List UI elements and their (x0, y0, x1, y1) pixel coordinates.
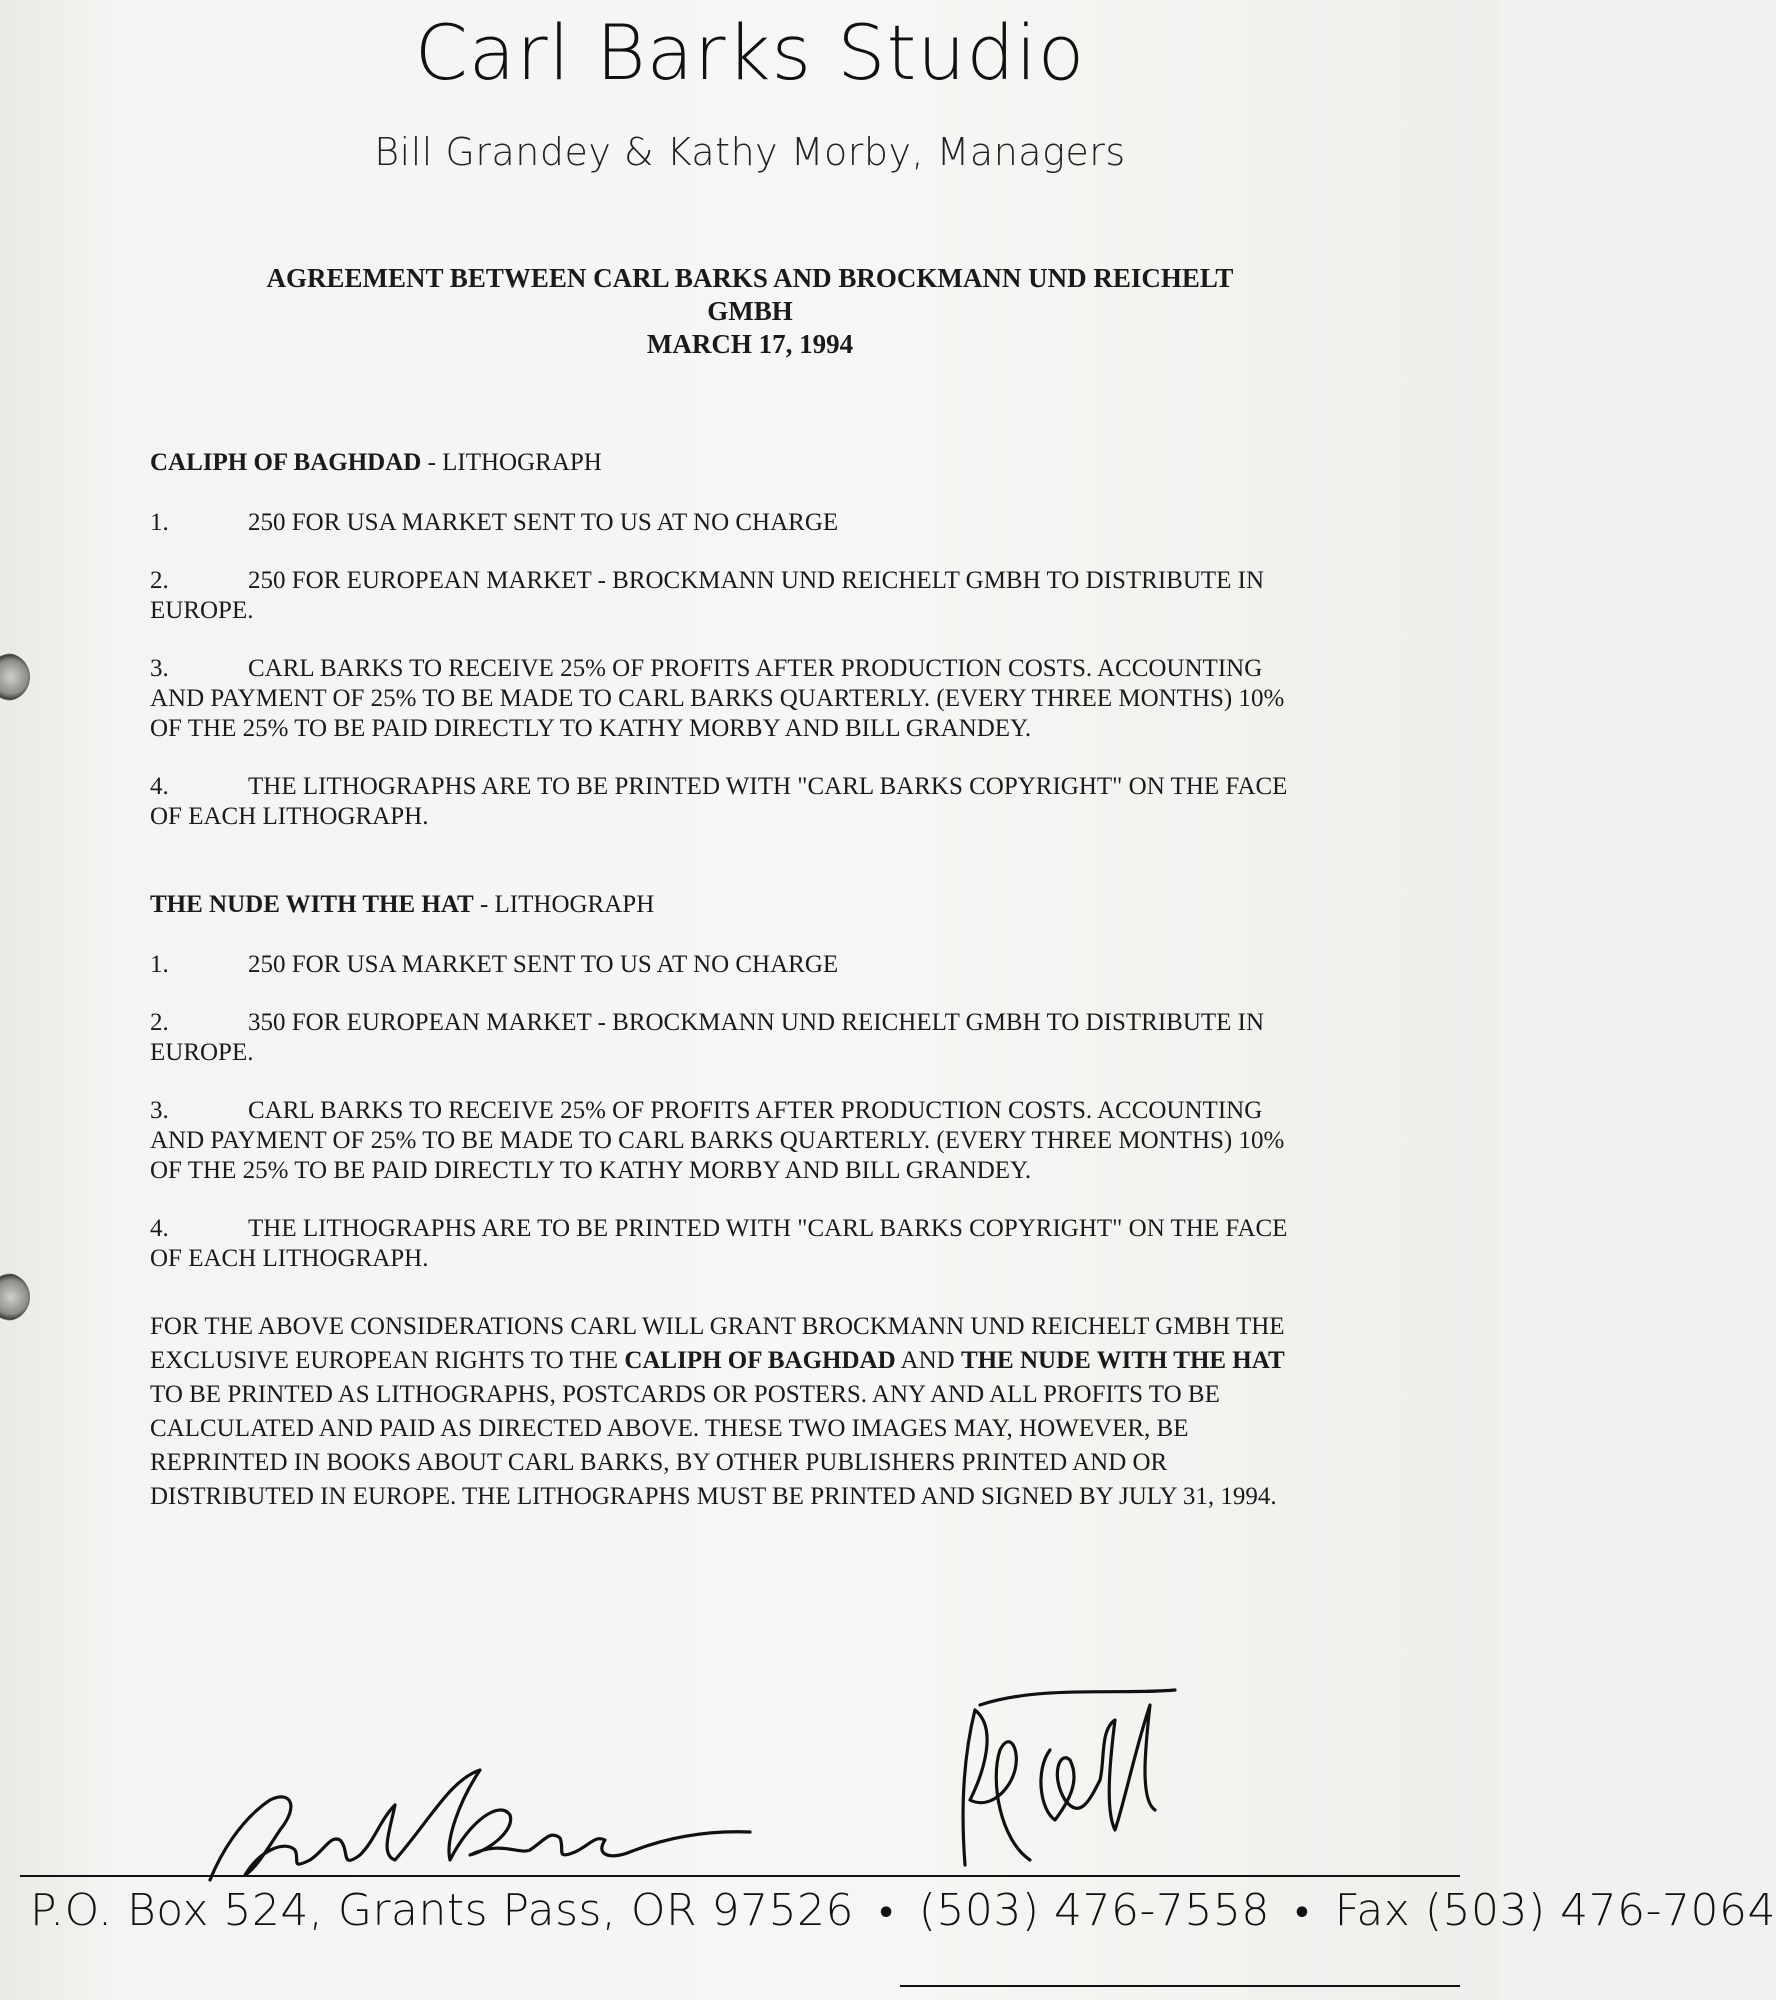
list-item (150, 508, 1310, 538)
item-number: 3. (150, 1097, 169, 1124)
list-item (150, 1096, 1310, 1186)
section-title: CALIPH OF BAGHDAD (150, 449, 422, 476)
footer-divider (20, 1875, 1460, 1877)
item-text: 250 FOR USA MARKET SENT TO US AT NO CHARGE (248, 509, 839, 536)
item-number: 2. (150, 567, 169, 594)
reichelt-signature (940, 1690, 1200, 1880)
agreement-title (0, 262, 1500, 361)
list-item (150, 654, 1310, 744)
item-text: 350 FOR EUROPEAN MARKET - BROCKMANN UND REICHELT GMBH TO DISTRIBUTE IN EUROPE. (150, 1009, 1265, 1066)
section-title: THE NUDE WITH THE HAT (150, 891, 474, 918)
considerations-text: TO BE PRINTED AS LITHOGRAPHS, POSTCARDS OR POSTERS. ANY AND ALL PROFITS TO BE CALCULATED AND PAID AS DIRECTED ABOVE. THESE TWO IMAGES MAY, HOWEVER, BE REPRINTED IN BOOKS ABOUT CARL BARKS, BY OTHER PUBLISHERS PRINTED AND OR DISTRIBUTED IN EUROPE. THE LITHOGRAPHS MUST BE PRINTED AND SIGNED BY JULY 31, 1994. (150, 1381, 1277, 1510)
letterhead-studio-name: Carl Barks Studio (414, 8, 1086, 97)
section-heading (150, 890, 1310, 920)
item-text: CARL BARKS TO RECEIVE 25% OF PROFITS AFTER PRODUCTION COSTS. ACCOUNTING AND PAYMENT OF 25% TO BE MADE TO CARL BARKS QUARTERLY. (EVERY THREE MONTHS) 10% OF THE 25% TO BE PAID DIRECTLY TO KATHY MORBY AND BILL GRANDEY. (150, 655, 1285, 742)
bullet-separator: • (876, 1895, 897, 1931)
letterhead-managers: Bill Grandey & Kathy Morby, Managers (374, 130, 1126, 174)
item-text: CARL BARKS TO RECEIVE 25% OF PROFITS AFTER PRODUCTION COSTS. ACCOUNTING AND PAYMENT OF 25% TO BE MADE TO CARL BARKS QUARTERLY. (EVERY THREE MONTHS) 10% OF THE 25% TO BE PAID DIRECTLY TO KATHY MORBY AND BILL GRANDEY. (150, 1097, 1285, 1184)
title-date: MARCH 17, 1994 (646, 329, 854, 359)
list-item (150, 566, 1310, 626)
list-item (150, 1214, 1310, 1274)
footer-fax: Fax (503) 476-7064 (1334, 1885, 1776, 1936)
section-suffix: - LITHOGRAPH (427, 449, 602, 476)
item-text: 250 FOR EUROPEAN MARKET - BROCKMANN UND REICHELT GMBH TO DISTRIBUTE IN EUROPE. (150, 567, 1265, 624)
item-number: 4. (150, 773, 169, 800)
list-item (150, 772, 1310, 832)
bullet-separator: • (1292, 1895, 1313, 1931)
carl-barks-signature (200, 1760, 760, 1890)
list-item (150, 1008, 1310, 1068)
letterhead-footer (30, 1885, 1776, 1936)
footer-bottom-rule (900, 1985, 1460, 1987)
section-suffix: - LITHOGRAPH (479, 891, 655, 918)
footer-address: P.O. Box 524, Grants Pass, OR 97526 (30, 1885, 855, 1936)
item-number: 3. (150, 655, 169, 682)
footer-phone: (503) 476-7558 (918, 1885, 1270, 1936)
considerations-text: FOR THE ABOVE CONSIDERATIONS CARL WILL GRANT BROCKMANN UND REICHELT GMBH THE EXCLUSIVE EUROPEAN RIGHTS TO THE (150, 1313, 1285, 1374)
agreement-body (150, 448, 1310, 1539)
item-text: THE LITHOGRAPHS ARE TO BE PRINTED WITH "CARL BARKS COPYRIGHT" ON THE FACE OF EACH LITHOGRAPH. (150, 1215, 1288, 1272)
title-line-1: AGREEMENT BETWEEN CARL BARKS AND BROCKMANN UND REICHELT (266, 263, 1234, 293)
binder-hole (0, 1273, 30, 1321)
binder-hole (0, 653, 30, 701)
considerations-paragraph (150, 1310, 1310, 1514)
section-heading (150, 448, 1310, 478)
item-number: 1. (150, 951, 169, 978)
section-caliph-of-baghdad (150, 448, 1310, 832)
considerations-text: AND (895, 1347, 961, 1374)
considerations-bold-title: CALIPH OF BAGHDAD (624, 1347, 896, 1374)
item-number: 1. (150, 509, 169, 536)
item-number: 4. (150, 1215, 169, 1242)
item-text: 250 FOR USA MARKET SENT TO US AT NO CHARGE (248, 951, 839, 978)
title-line-2: GMBH (707, 296, 793, 326)
considerations-bold-title: THE NUDE WITH THE HAT (960, 1347, 1285, 1374)
item-number: 2. (150, 1009, 169, 1036)
section-nude-with-the-hat (150, 890, 1310, 1274)
item-text: THE LITHOGRAPHS ARE TO BE PRINTED WITH "CARL BARKS COPYRIGHT" ON THE FACE OF EACH LITHOGRAPH. (150, 773, 1288, 830)
list-item (150, 950, 1310, 980)
